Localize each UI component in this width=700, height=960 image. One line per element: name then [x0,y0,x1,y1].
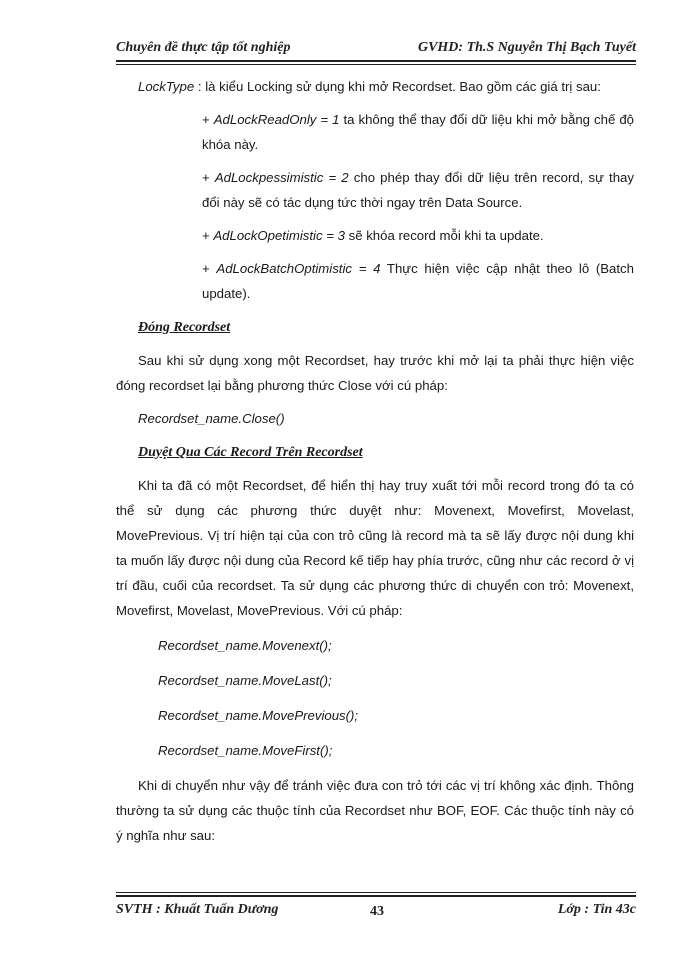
locktype-paragraph [116,74,634,99]
code-line-text: Recordset_name.MoveLast(); [158,673,332,688]
code-line-3 [158,703,634,728]
lock-item-text: Thực hiện việc cập nhật theo lô (Batch update). [202,261,634,301]
lock-item-term: AdLockOpetimistic = 3 [213,228,345,243]
heading-close-row [116,314,634,340]
heading-close: Đóng Recordset [138,320,231,335]
close-code [138,406,634,431]
lock-item-1 [202,107,634,157]
lock-item-term: AdLockpessimistic = 2 [214,170,349,185]
heading-traverse: Duyệt Qua Các Record Trên Recordset [138,445,363,460]
final-paragraph: Khi di chuyển như vậy để tránh việc đưa con trỏ tới các vị trí không xác định. Thông thường ta sử dụng các thuộc tính của Recordset như BOF, EOF. Các thuộc tính này có ý nghĩa như sau: [116,778,634,843]
header-rule [116,60,636,65]
page-body [116,74,634,848]
locktype-text: : là kiểu Locking sử dụng khi mở Recordset. Bao gồm các giá trị sau: [194,79,601,94]
lock-item-prefix: + [202,261,217,276]
lock-item-4 [202,256,634,306]
lock-item-prefix: + [202,228,214,243]
code-line-2 [158,668,634,693]
lock-item-term: AdLockReadOnly = 1 [213,112,340,127]
header-left: Chuyên đề thực tập tốt nghiệp [116,40,291,55]
traverse-paragraph: Khi ta đã có một Recordset, để hiển thị hay truy xuất tới mỗi record trong đó ta có thể sử dụng các phương thức duyệt như: Movenext, Movefirst, Movelast, MovePrevious. Vị trí hiện tại của con trỏ cũng là record mà ta sẽ lấy được nội dung khi ta muốn lấy được nội dung của Record kế tiếp hay phía trước, cũng như các record ở vị trí đầu, cuối của recordset. Ta sử dụng các phương thức di chuyển con trỏ: Movenext, Movefirst, Movelast, MovePrevious. Với cú pháp: [116,478,634,618]
code-line-text: Recordset_name.Movenext(); [158,638,332,653]
code-line-1 [158,633,634,658]
heading-traverse-row [116,439,634,465]
code-line-4 [158,738,634,763]
lock-item-prefix: + [202,170,215,185]
close-code-text: Recordset_name.Close() [138,411,285,426]
footer-left: SVTH : Khuất Tuấn Dương [116,902,279,917]
footer-right: Lớp : Tin 43c [557,902,636,917]
code-line-text: Recordset_name.MovePrevious(); [158,708,359,723]
lock-item-3 [202,223,634,248]
locktype-term: LockType [138,79,195,94]
footer-rule [116,892,636,897]
lock-item-text: sẽ khóa record mỗi khi ta update. [344,228,544,243]
lock-item-text: cho phép thay đổi dữ liệu trên record, sự thay đổi này sẽ có tác dụng tức thời ngay trên Data Source. [202,170,634,210]
lock-item-term: AdLockBatchOptimistic = 4 [216,261,381,276]
page-number: 43 [370,904,384,919]
page-header [116,40,636,60]
close-paragraph: Sau khi sử dụng xong một Recordset, hay trước khi mở lại ta phải thực hiện việc đóng recordset lại bằng phương thức Close với cú pháp: [116,353,634,393]
lock-item-text: ta không thể thay đổi dữ liệu khi mở bằng chế độ khóa này. [202,112,634,152]
lock-item-prefix: + [202,112,214,127]
header-right: GVHD: Th.S Nguyễn Thị Bạch Tuyết [417,40,636,55]
lock-item-2 [202,165,634,215]
page-footer [116,902,636,922]
code-line-text: Recordset_name.MoveFirst(); [158,743,333,758]
